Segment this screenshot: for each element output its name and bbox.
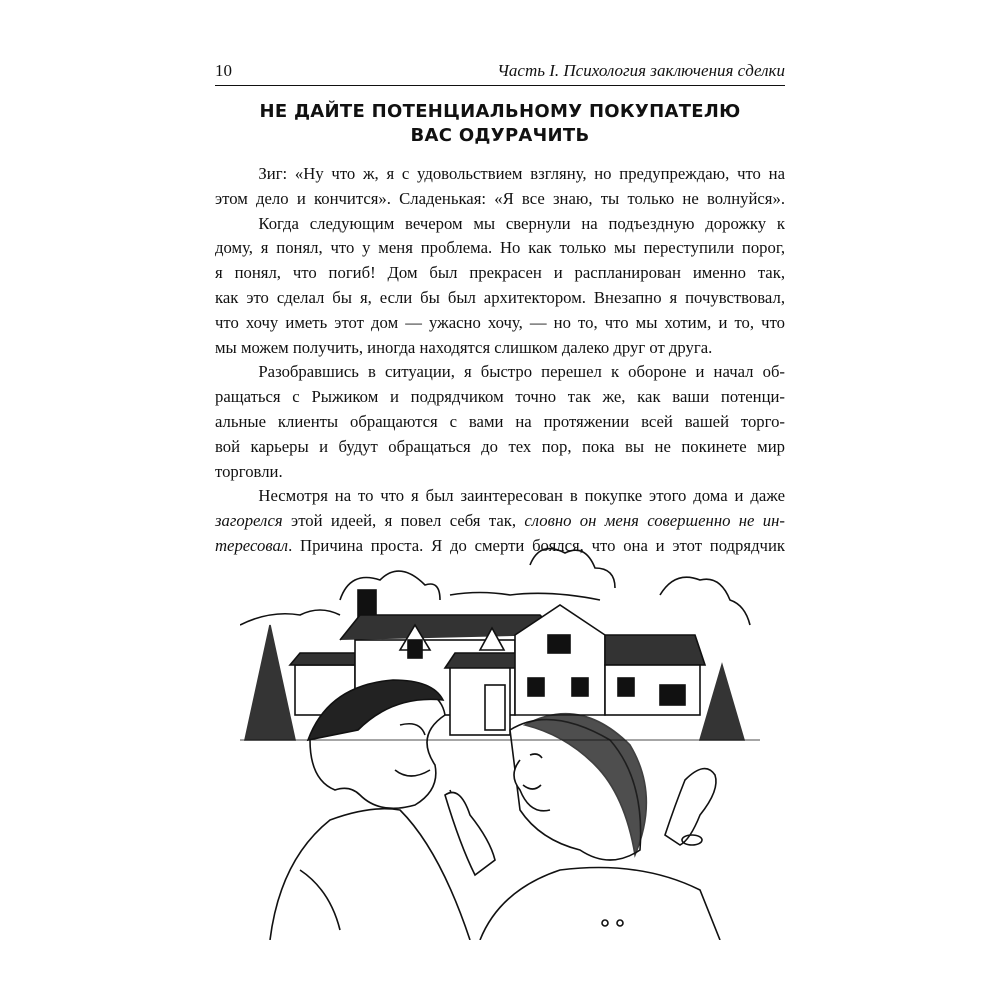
heading-line-1: НЕ ДАЙТЕ ПОТЕНЦИАЛЬНОМУ ПОКУПАТЕЛЮ: [259, 101, 741, 122]
text-line: как это сделал бы я, если бы был архитектором. Внезапно я почувствовал,: [215, 287, 785, 307]
text-line: [215, 509, 785, 534]
page-number: 10: [215, 61, 232, 80]
emphasis: загорелся: [215, 511, 283, 531]
text-line: что хочу иметь этот дом — ужасно хочу, — но то, что мы хотим, и то, что: [215, 312, 785, 332]
emphasis: словно он меня совершенно не ин-: [524, 511, 785, 531]
text-line: альные клиенты обращаются с вами на протяжении всей вашей торго-: [215, 411, 785, 431]
text-run: . Причина проста. Я до смерти боялся, что она и этот подрядчик: [288, 535, 785, 555]
text-line: вой карьеры и будут обращаться до тех пор, пока вы не покинете мир: [215, 436, 785, 456]
text-line: Когда следующим вечером мы свернули на подъездную дорожку к: [258, 213, 785, 233]
paragraph-2: [215, 212, 785, 361]
text-line: Зиг: «Ну что ж, я с удовольствием взгляну, но предупреждаю, что на: [258, 164, 785, 183]
chapter-heading: [215, 100, 785, 148]
text-line: Разобравшись в ситуации, я быстро перешел к обороне и начал об-: [258, 362, 785, 382]
paragraph-3: [215, 360, 785, 484]
text-line: дому, я понял, что у меня проблема. Но как только мы переступили порог,: [215, 238, 785, 258]
running-head: [215, 55, 785, 86]
emphasis: тересовал: [215, 535, 289, 555]
heading-line-2: ВАС ОДУРАЧИТЬ: [410, 125, 590, 146]
man-figure-icon: [270, 680, 480, 940]
paragraph-1: [215, 162, 785, 212]
text-run: этой идеей, я повел себя так,: [282, 511, 525, 531]
clouds-icon: [240, 549, 750, 625]
text-line: Несмотря на то что я был заинтересован в покупке этого дома и даже: [258, 486, 785, 506]
body-text: [215, 162, 785, 559]
text-line: этом дело и кончится». Сладенькая: «Я все знаю, ты только не волнуйся».: [215, 188, 785, 208]
text-line: я понял, что погиб! Дом был прекрасен и распланирован именно так,: [215, 263, 785, 283]
text-line: мы можем получить, иногда находятся слишком далеко друг от друга.: [215, 337, 713, 357]
book-page: [215, 55, 785, 559]
running-title: Часть I. Психология заключения сделки: [497, 61, 785, 80]
text-line: ращаться с Рыжиком и подрядчиком точно так же, как ваши потенци-: [215, 387, 785, 407]
illustration-couple-house: [240, 540, 760, 940]
text-line: торговли.: [215, 461, 283, 481]
